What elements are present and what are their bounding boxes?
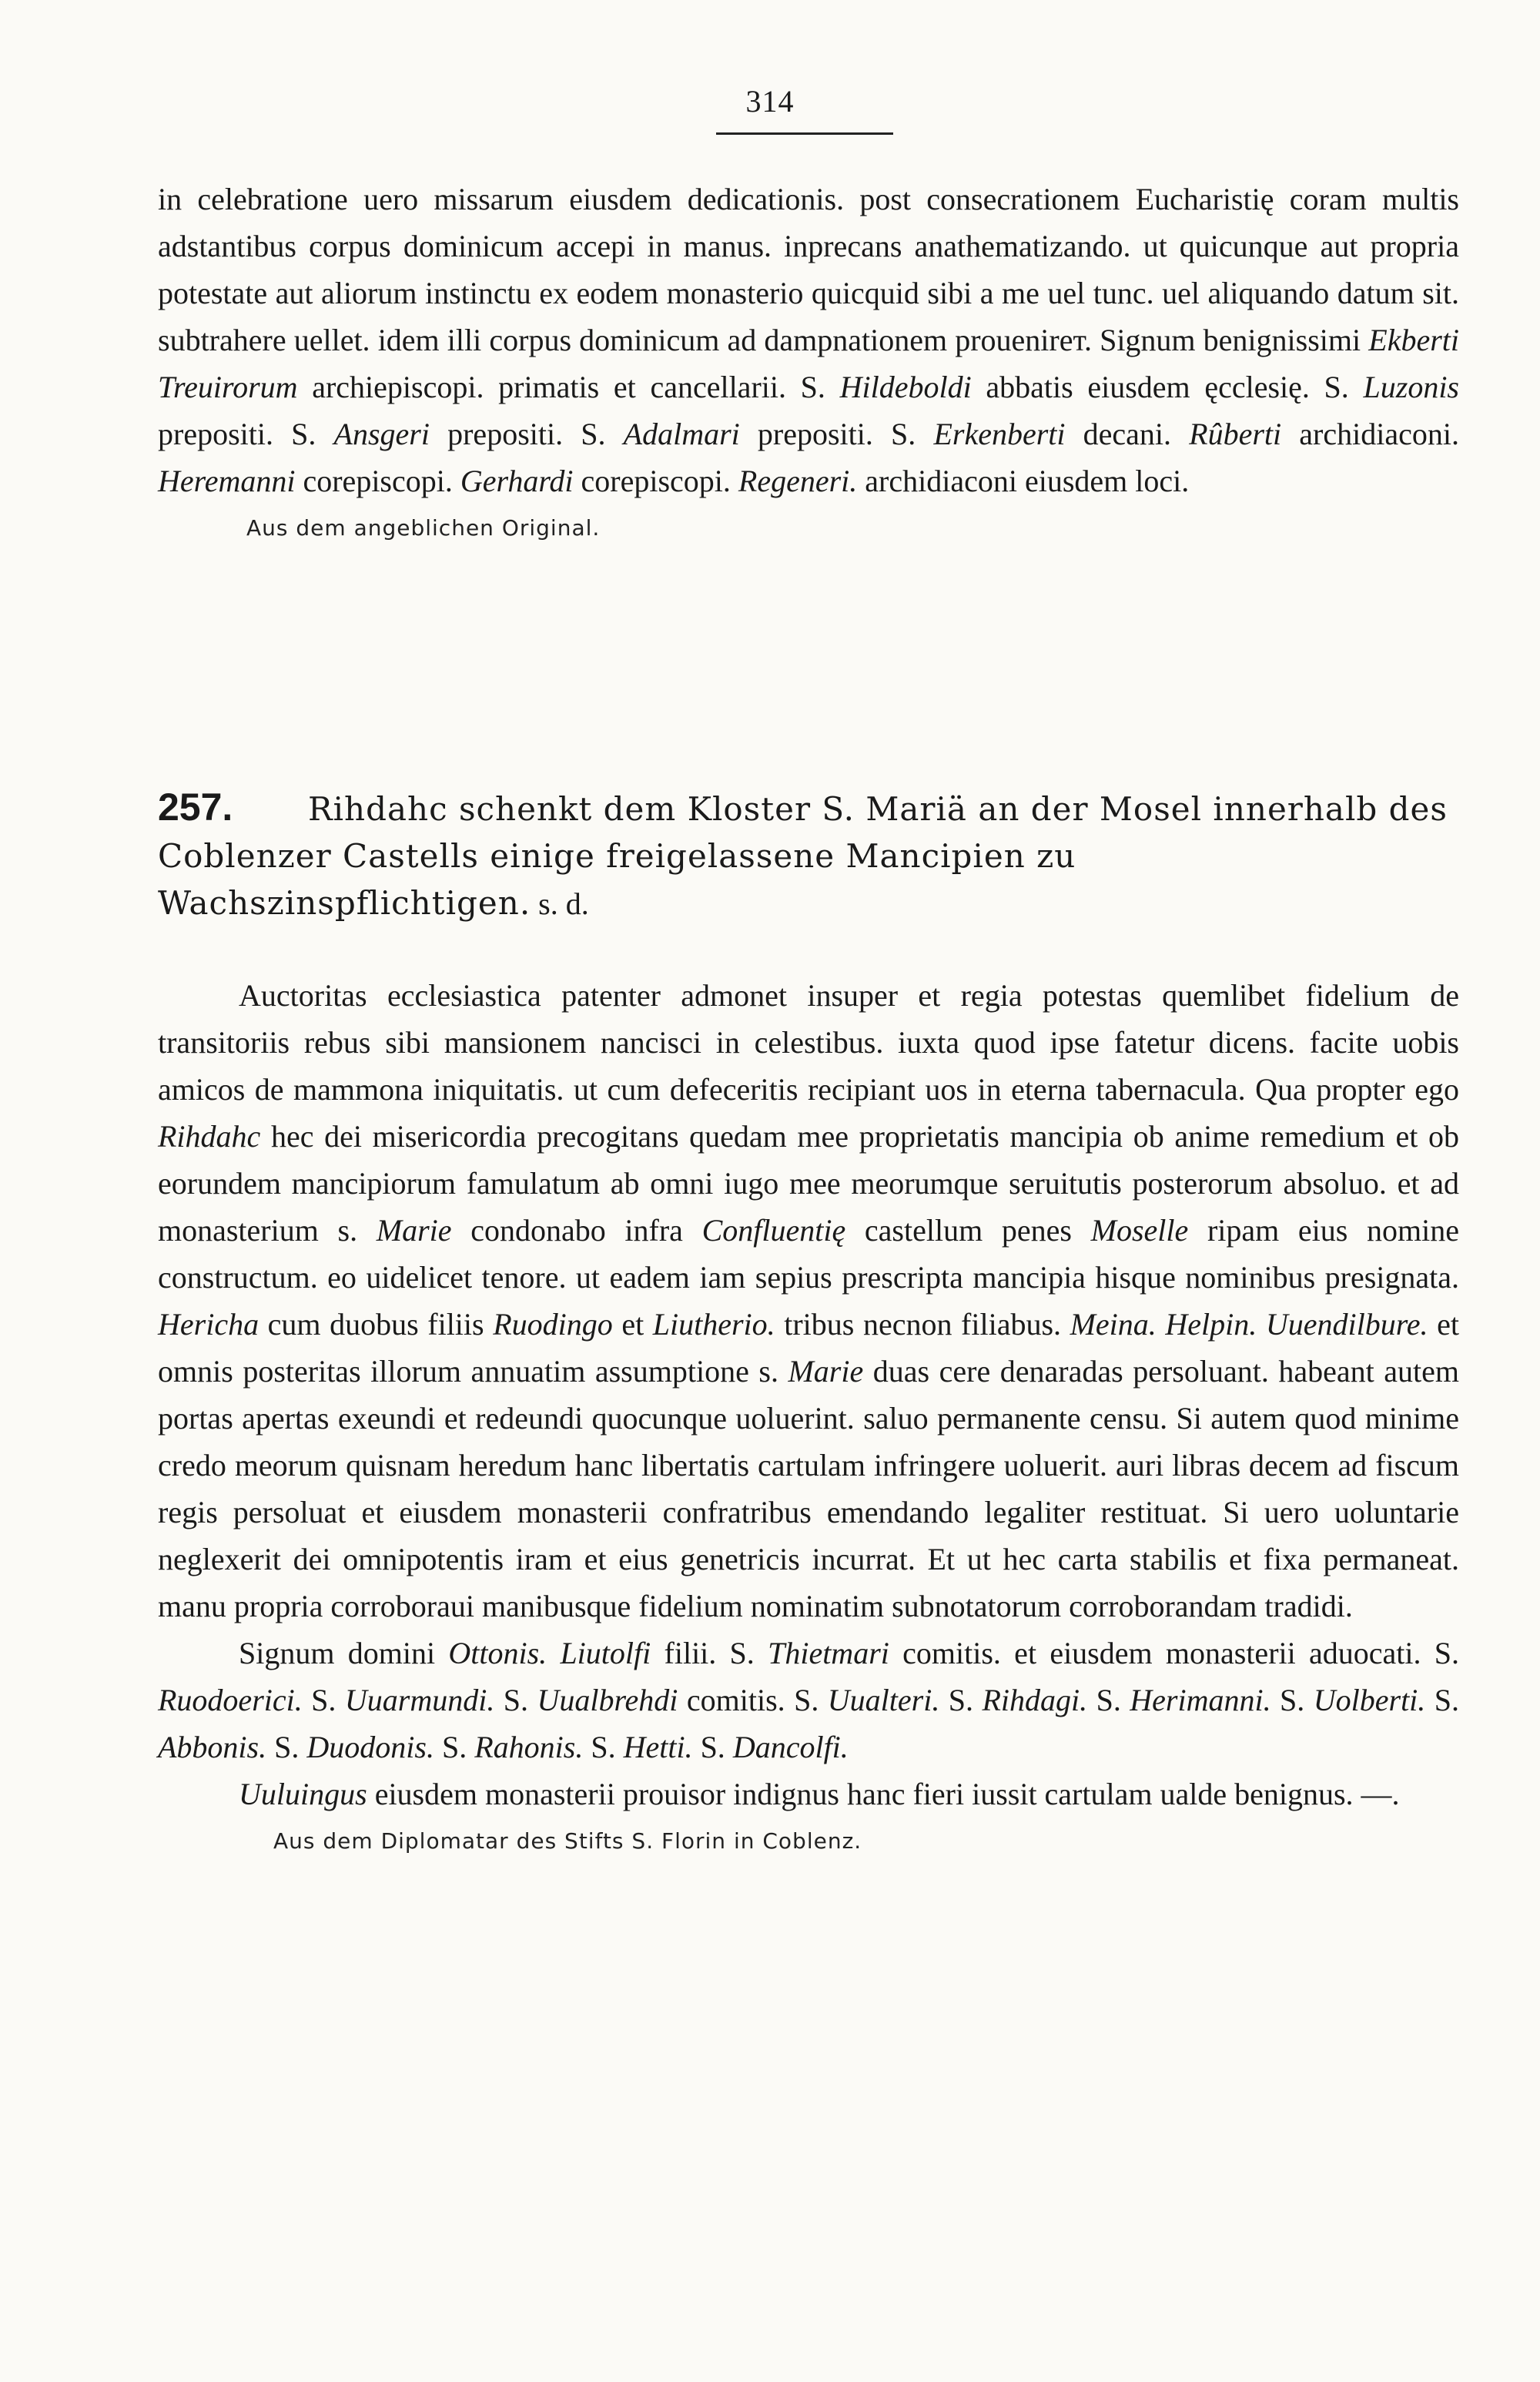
italic-name-run: Rihdahc — [158, 1119, 261, 1154]
text-run: comitis. S. — [678, 1683, 828, 1717]
italic-name-run: Luzonis — [1363, 370, 1459, 404]
text-run: S. — [494, 1683, 537, 1717]
italic-name-run: Marie — [788, 1354, 864, 1389]
italic-name-run: Duodonis. — [306, 1730, 434, 1764]
italic-name-run: Regeneri. — [738, 464, 858, 498]
italic-name-run: Uualbrehdi — [537, 1683, 678, 1717]
text-run: ripam eius nomine constructum. eo uidelicet tenore. ut eadem iam sepius prescripta mancipia hisque nominibus presignata. — [158, 1213, 1460, 1295]
text-run: abbatis eiusdem ęcclesię. S. — [971, 370, 1364, 404]
text-run: filii. S. — [651, 1636, 768, 1670]
italic-name-run: Ruodingo — [493, 1307, 613, 1342]
italic-name-run: Uualteri. — [827, 1683, 940, 1717]
text-run: castellum penes — [845, 1213, 1091, 1248]
doc-255-source-note: Aus dem angeblichen Original. — [246, 515, 601, 541]
text-run: hec dei misericordia precogitans quedam mee proprietatis mancipia ob anime remedium et ob eorundem mancipiorum famulatum ab omni iugo mee meorumque seruitutis posterorum absoluo. et ad monasterium s. — [158, 1119, 1459, 1248]
italic-name-run: Gerhardi — [460, 464, 574, 498]
text-run: S. — [1425, 1683, 1459, 1717]
text-run: prepositi. S. — [429, 417, 624, 451]
italic-name-run: Herimanni. — [1130, 1683, 1271, 1717]
text-run: Signum domini — [239, 1636, 449, 1670]
header-rule — [716, 132, 893, 135]
italic-name-run: Hericha — [158, 1307, 259, 1342]
italic-name-run: Adalmari — [623, 417, 740, 451]
italic-name-run: Ekberti Treuirorum — [158, 323, 1459, 404]
doc-257-heading — [158, 784, 1459, 927]
text-run: prepositi. S. — [739, 417, 934, 451]
text-run: corepiscopi. — [295, 464, 460, 498]
text-run: archiepiscopi. primatis et cancellarii. S. — [297, 370, 840, 404]
italic-name-run: Thietmari — [768, 1636, 889, 1670]
text-run: decani. — [1065, 417, 1190, 451]
italic-name-run: Ruodoerici. — [158, 1683, 303, 1717]
text-run: S. — [434, 1730, 475, 1764]
text-run: eiusdem monasterii prouisor indignus hanc fieri iussit cartulam ualde benignus. —. — [367, 1777, 1400, 1811]
doc-255-continuation — [158, 176, 1459, 541]
italic-name-run: Hetti. — [623, 1730, 693, 1764]
page-number: 314 — [745, 84, 795, 119]
text-run: in celebratione uero missarum eiusdem dedicationis. post consecrationem Eucharistię coram multis adstantibus corpus dominicum accepi in manus. inprecans anathematizando. ut quicunque aut propria potestate aut aliorum instinctu ex eodem monasterio quicquid sibi a me uel tunc. uel aliquando datum sit. subtrahere uellet. idem illi corpus dominicum ad dampnationem prouenirет. Signum benignissimi — [158, 182, 1459, 357]
text-run: et — [612, 1307, 653, 1342]
italic-name-run: Rahonis. — [474, 1730, 584, 1764]
text-run: S. — [583, 1730, 624, 1764]
italic-name-run: Moselle — [1090, 1213, 1189, 1248]
doc-257-source-note: Aus dem Diplomatar des Stifts S. Florin in Coblenz. — [273, 1828, 862, 1854]
italic-name-run: Rûberti — [1189, 417, 1282, 451]
italic-name-run: Ottonis. — [448, 1636, 547, 1670]
text-run: cum duobus filiis — [259, 1307, 494, 1342]
text-run: S. — [302, 1683, 345, 1717]
italic-name-run: Heremanni — [158, 464, 296, 498]
doc-257-body — [158, 972, 1459, 1854]
italic-name-run: Ansgeri — [333, 417, 430, 451]
italic-name-run: Dancolfi. — [732, 1730, 849, 1764]
doc-257-paragraph-closing — [158, 1771, 1459, 1817]
italic-name-run: Uuluingus — [239, 1777, 367, 1811]
italic-name-run: Marie — [376, 1213, 452, 1248]
text-run: S. — [1270, 1683, 1314, 1717]
italic-name-run: Confluentię — [701, 1213, 846, 1248]
text-run: archidiaconi. — [1281, 417, 1459, 451]
italic-name-run: Liutolfi — [560, 1636, 651, 1670]
doc-257-date: s. d. — [538, 886, 589, 921]
doc-257-paragraph-1 — [158, 972, 1459, 1630]
text-run: S. — [1087, 1683, 1130, 1717]
italic-name-run: Rihdagi. — [982, 1683, 1088, 1717]
text-run — [547, 1636, 560, 1670]
text-run: S. — [266, 1730, 307, 1764]
doc-257-title: Rihdahc schenkt dem Kloster S. Mariä an der Mosel innerhalb des Coblenzer Castells einige freigelassene Mancipien zu Wachszinspflichtigen. — [158, 790, 1448, 922]
text-run: corepiscopi. — [573, 464, 738, 498]
italic-name-run: Abbonis. — [158, 1730, 267, 1764]
text-run: S. — [692, 1730, 733, 1764]
doc-257-number: 257. — [158, 786, 233, 829]
italic-name-run: Meina. Helpin. Uuendilbure. — [1070, 1307, 1428, 1342]
text-run: et omnis posteritas illorum annuatim assumptione s. — [158, 1307, 1459, 1389]
italic-name-run: Liutherio. — [652, 1307, 775, 1342]
text-run: archidiaconi eiusdem loci. — [857, 464, 1190, 498]
text-run: S. — [939, 1683, 983, 1717]
italic-name-run: Hildeboldi — [839, 370, 972, 404]
italic-name-run: Uuarmundi. — [344, 1683, 495, 1717]
text-run: prepositi. S. — [158, 417, 334, 451]
text-run: duas cere denaradas persoluant. habeant autem portas apertas exeundi et redeundi quocunque uoluerint. saluo permanente censu. Si autem quod minime credo meorum quisnam heredum hanc libertatis cartulam infringere uoluerit. auri libras decem ad fiscum regis persoluat et eiusdem monasterii confratribus emendando legaliter restituat. Si uero uoluntarie neglexerit dei omnipotentis iram et eius genetricis incurrat. Et ut hec carta stabilis et fixa permaneat. manu propria corroboraui manibusque fidelium nominatim subnotatorum corroborandam tradidi. — [158, 1354, 1459, 1623]
italic-name-run: Erkenberti — [933, 417, 1066, 451]
text-run: condonabo infra — [451, 1213, 702, 1248]
doc-255-text — [158, 176, 1459, 504]
text-run: tribus necnon filiabus. — [775, 1307, 1070, 1342]
text-run: Auctoritas ecclesiastica patenter admonet insuper et regia potestas quemlibet fidelium de transitoriis rebus sibi mansionem nancisci in celestibus. iuxta quod ipse fatetur dicens. facite uobis amicos de mammona iniquitatis. ut cum defeceritis recipiant uos in eterna tabernacula. Qua propter ego — [158, 978, 1459, 1107]
doc-257-paragraph-witnesses — [158, 1630, 1459, 1771]
italic-name-run: Uolberti. — [1313, 1683, 1426, 1717]
text-run: comitis. et eiusdem monasterii aduocati. S. — [889, 1636, 1460, 1670]
